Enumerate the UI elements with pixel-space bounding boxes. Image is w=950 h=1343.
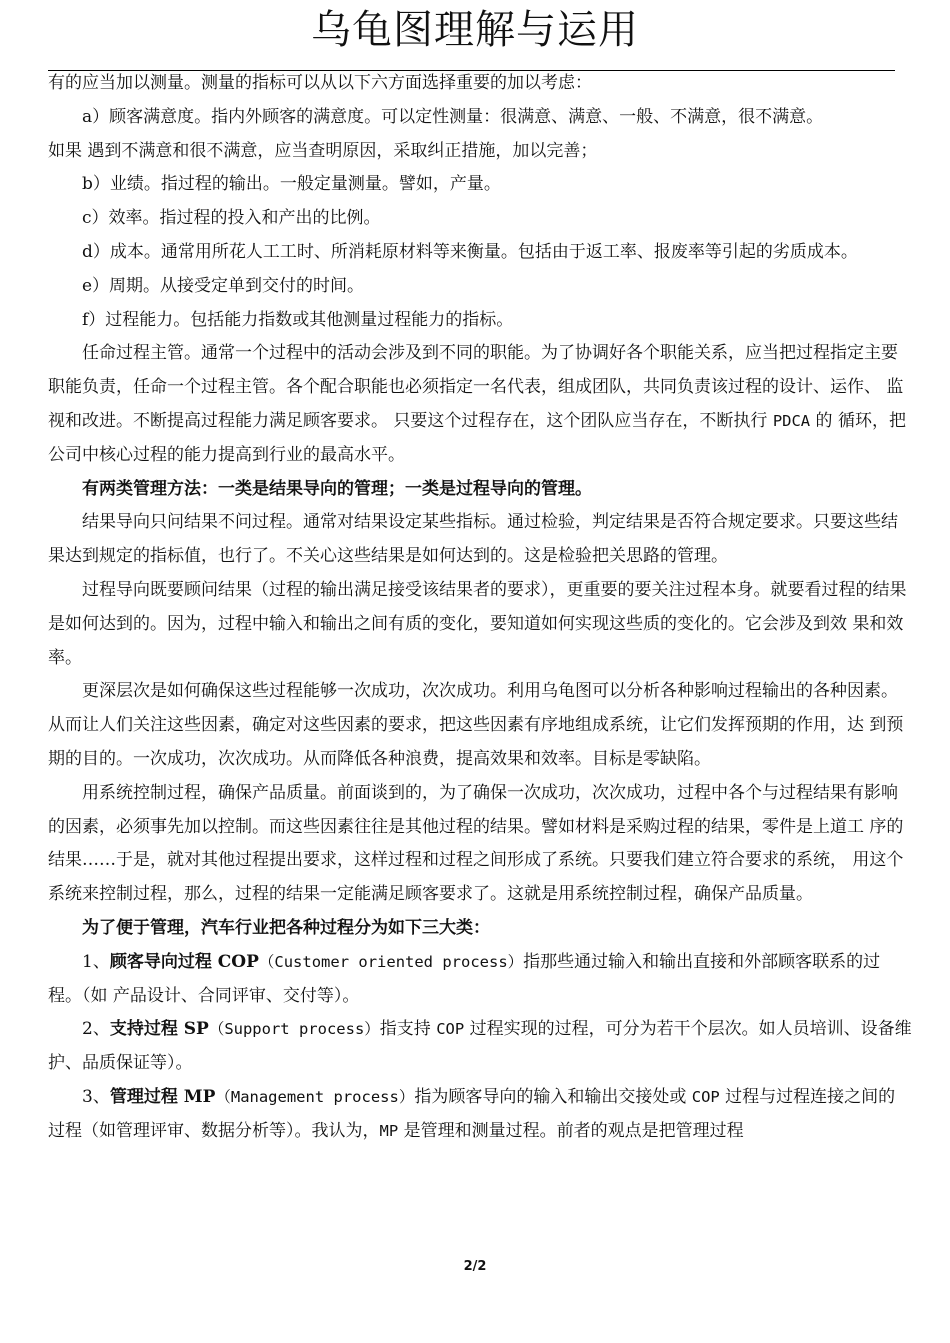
text-run-cop: COP <box>691 1087 720 1106</box>
document-body <box>48 67 913 1149</box>
list-item-cycle-time: e）周期。从接受定单到交付的时间。 <box>82 275 365 296</box>
text-run: 的 循环，把公司中核心过程的能力提高到行业的最高水平。 <box>48 410 906 465</box>
document-title: 乌龟图理解与运用 <box>311 7 639 53</box>
list-number: 2、 <box>82 1019 110 1040</box>
list-item-efficiency: c）效率。指过程的投入和产出的比例。 <box>82 208 381 229</box>
paragraph-deeper-level: 更深层次是如何确保这些过程能够一次成功，次次成功。利用乌龟图可以分析各种影响过程输出的各种因素。 从而让人们关注这些因素，确定对这些因素的要求，把这些因素有序地组成系统，让它们发挥预期的作用，达 到预期的目的。一次成功，次次成功。从而降低各种浪费，提高效果和效率。目标是零缺陷。 <box>48 681 904 769</box>
process-name-mp: 管理过程 MP <box>109 1086 216 1107</box>
list-item-performance: b）业绩。指过程的输出。一般定量测量。譬如，产量。 <box>82 174 501 195</box>
page-number: 2/2 <box>463 1259 487 1274</box>
list-number: 3、 <box>82 1086 110 1107</box>
process-english-cop: （Customer oriented process） <box>258 952 524 971</box>
text-run-cop: COP <box>436 1020 465 1039</box>
paragraph-result-oriented: 结果导向只问结果不问过程。通常对结果设定某些指标。通过检验，判定结果是否符合规定要求。只要这些结 果达到规定的指标值，也行了。不关心这些结果是如何达到的。这是检验把关思路的管理。 <box>48 512 898 567</box>
process-description-cop: 指那些通过输入和输出直接和外部顾客联系的过程。（如 产品设计、合同评审、交付等）。 <box>48 951 881 1006</box>
paragraph-cop <box>48 946 913 1014</box>
process-name-cop: 顾客导向过程 COP <box>109 951 259 972</box>
text-run: 指为顾客导向的输入和输出交接处或 <box>414 1086 692 1107</box>
text-run: 过程与过程连接之间的 过程（如管理评审、数据分析等）。我认为， <box>48 1086 896 1141</box>
paragraph-mp <box>48 1081 913 1149</box>
list-number: 1、 <box>82 951 110 972</box>
paragraph-sp <box>48 1013 913 1081</box>
text-run: 是管理和测量过程。前者的观点是把管理过程 <box>398 1120 744 1141</box>
paragraph-process-owner <box>48 337 913 472</box>
text-run-mp: MP <box>379 1121 399 1140</box>
page-header <box>0 0 950 58</box>
process-english-sp: （Support process） <box>208 1020 380 1039</box>
text-run-pdca: PDCA <box>772 411 811 430</box>
text-run: 指支持 <box>379 1019 437 1040</box>
text-run: 过程实现的过程，可分为若干个层次。如人员培训、设备维 护、品质保证等）。 <box>48 1019 912 1074</box>
process-english-mp: （Management process） <box>215 1087 415 1106</box>
list-item-customer-satisfaction-cont: 如果 遇到不满意和很不满意，应当查明原因，采取纠正措施，加以完善； <box>48 140 598 161</box>
heading-two-management-methods: 有两类管理方法：一类是结果导向的管理；一类是过程导向的管理。 <box>82 478 592 499</box>
paragraph-measurement-intro: 有的应当加以测量。测量的指标可以从以下六方面选择重要的加以考虑： <box>48 73 592 93</box>
text-run: 任命过程主管。通常一个过程中的活动会涉及到不同的职能。为了协调好各个职能关系，应当把过程指定主要 职能负责，任命一个过程主管。各个配合职能也必须指定一名代表，组成团队，共同负责该过程的设计、运作、 监视和改进。不断提高过程能力满足顾客要求。 只要这个过程存在，这个团队应当存在，不断执行 <box>48 343 904 431</box>
heading-three-process-types: 为了便于管理，汽车行业把各种过程分为如下三大类： <box>82 917 490 938</box>
list-item-cost: d）成本。通常用所花人工工时、所消耗原材料等来衡量。包括由于返工率、报废率等引起的劣质成本。 <box>82 241 858 262</box>
list-item-customer-satisfaction: a）顾客满意度。指内外顾客的满意度。可以定性测量：很满意、满意、一般、不满意，很不满意。 <box>82 106 824 127</box>
list-item-process-capability: f）过程能力。包括能力指数或其他测量过程能力的指标。 <box>82 309 514 330</box>
process-name-sp: 支持过程 SP <box>109 1019 209 1040</box>
paragraph-system-control: 用系统控制过程，确保产品质量。前面谈到的，为了确保一次成功，次次成功，过程中各个与过程结果有影响 的因素，必须事先加以控制。而这些因素往往是其他过程的结果。譬如材料是采购过程的结果，零件是上道工 序的结果……于是，就对其他过程提出要求，这样过程和过程之间形成了系统。只要我们建立符合要求的系统， 用这个系统来控制过程，那么，过程的结果一定能满足顾客要求了。这就是用系统控制过程，确保产品质量。 <box>48 782 904 905</box>
paragraph-process-oriented: 过程导向既要顾问结果（过程的输出满足接受该结果者的要求），更重要的要关注过程本身。就要看过程的结果是如何达到的。因为，过程中输入和输出之间有质的变化，要知道如何实现这些质的变化的。它会涉及到效 果和效率。 <box>48 579 907 668</box>
